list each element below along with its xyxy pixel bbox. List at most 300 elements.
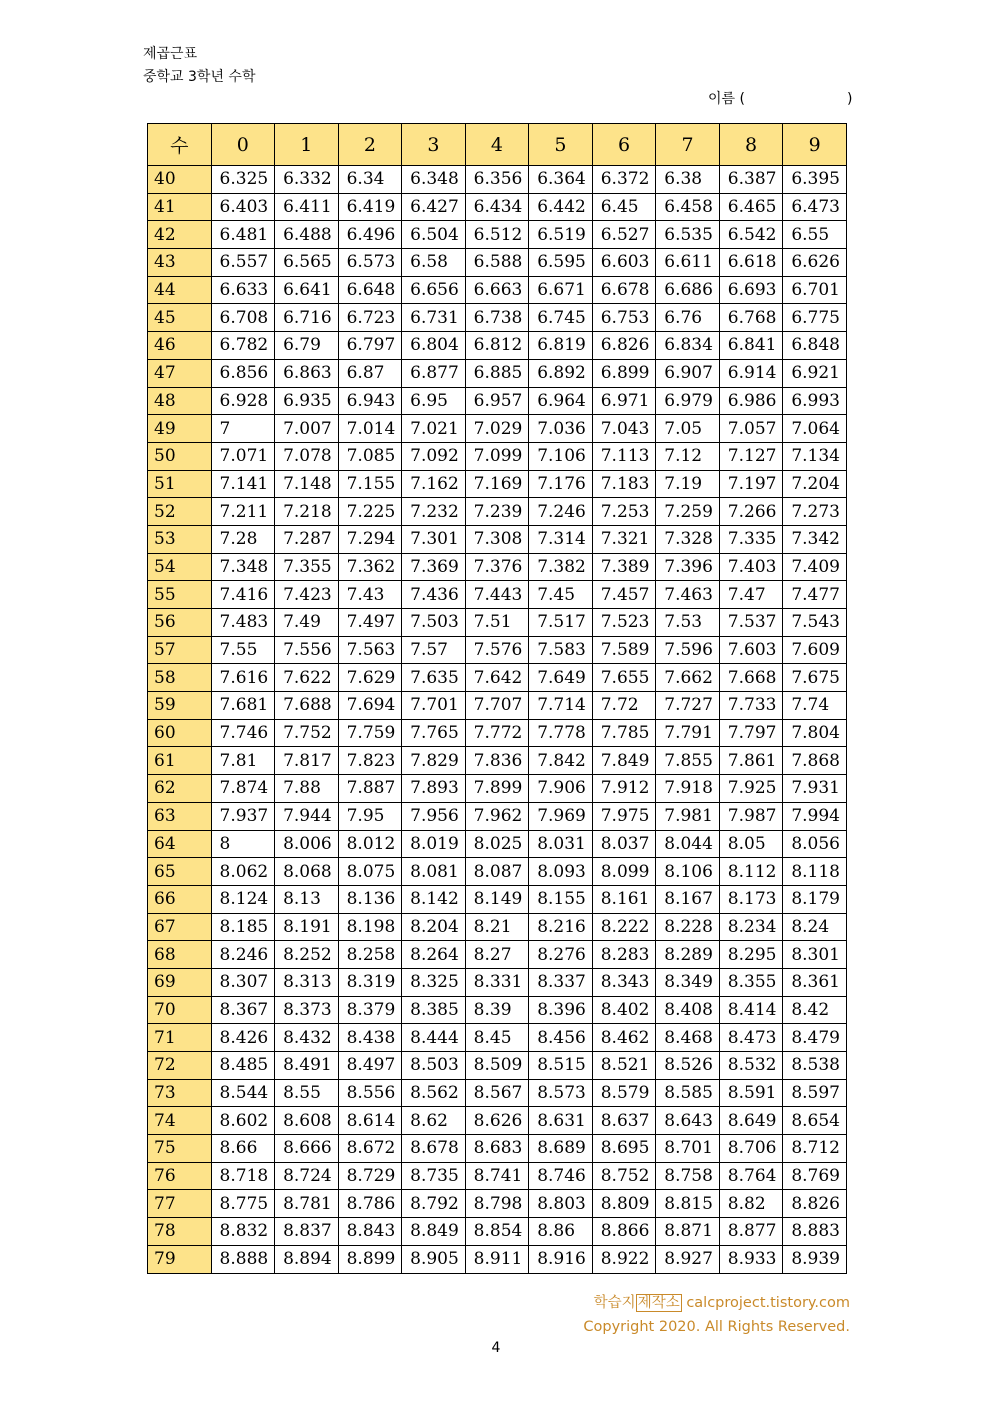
row-number-cell: 71 (148, 1024, 212, 1052)
value-cell: 6.527 (592, 221, 656, 249)
value-cell: 7.266 (719, 498, 783, 526)
value-cell: 7.861 (719, 747, 783, 775)
value-cell: 6.671 (529, 276, 593, 304)
value-cell: 7.443 (465, 581, 529, 609)
value-cell: 8.246 (211, 941, 275, 969)
header-cell-digit: 5 (529, 124, 593, 166)
footer-brand-prefix: 학습지 (593, 1295, 636, 1311)
value-cell: 6.535 (656, 221, 720, 249)
row-number-cell: 59 (148, 692, 212, 720)
value-cell: 7.596 (656, 636, 720, 664)
value-cell: 6.663 (465, 276, 529, 304)
header-cell-digit: 8 (719, 124, 783, 166)
value-cell: 8.781 (275, 1190, 339, 1218)
value-cell: 7.74 (783, 692, 847, 720)
value-cell: 6.95 (402, 387, 466, 415)
table-row (148, 1024, 847, 1052)
row-number-cell: 53 (148, 525, 212, 553)
value-cell: 7.622 (275, 664, 339, 692)
value-cell: 7.72 (592, 692, 656, 720)
value-cell: 6.403 (211, 193, 275, 221)
value-cell: 7.416 (211, 581, 275, 609)
value-cell: 8.538 (783, 1052, 847, 1080)
value-cell: 8.295 (719, 941, 783, 969)
value-cell: 8.746 (529, 1162, 593, 1190)
table-row (148, 304, 847, 332)
value-cell: 6.473 (783, 193, 847, 221)
value-cell: 6.325 (211, 166, 275, 194)
value-cell: 7.791 (656, 719, 720, 747)
value-cell: 8.866 (592, 1218, 656, 1246)
value-cell: 6.819 (529, 332, 593, 360)
value-cell: 8.216 (529, 913, 593, 941)
value-cell: 8.883 (783, 1218, 847, 1246)
value-cell: 7.694 (338, 692, 402, 720)
value-cell: 7.113 (592, 442, 656, 470)
value-cell: 6.986 (719, 387, 783, 415)
value-cell: 8.602 (211, 1107, 275, 1135)
name-field (708, 90, 854, 108)
value-cell: 6.512 (465, 221, 529, 249)
value-cell: 8.922 (592, 1245, 656, 1273)
value-cell: 7.823 (338, 747, 402, 775)
value-cell: 7.389 (592, 553, 656, 581)
value-cell: 8.025 (465, 830, 529, 858)
value-cell: 8.792 (402, 1190, 466, 1218)
value-cell: 7.649 (529, 664, 593, 692)
value-cell: 6.907 (656, 359, 720, 387)
value-cell: 6.419 (338, 193, 402, 221)
value-cell: 7.12 (656, 442, 720, 470)
document-title: 제곱근표 (143, 46, 198, 62)
table-row (148, 387, 847, 415)
value-cell: 6.34 (338, 166, 402, 194)
value-cell: 7.225 (338, 498, 402, 526)
value-cell: 6.573 (338, 249, 402, 277)
value-cell: 8.62 (402, 1107, 466, 1135)
row-number-cell: 69 (148, 968, 212, 996)
value-cell: 6.641 (275, 276, 339, 304)
value-cell: 6.797 (338, 332, 402, 360)
value-cell: 6.588 (465, 249, 529, 277)
value-cell: 8.252 (275, 941, 339, 969)
row-number-cell: 49 (148, 415, 212, 443)
table-row (148, 1052, 847, 1080)
value-cell: 8.55 (275, 1079, 339, 1107)
row-number-cell: 66 (148, 885, 212, 913)
value-cell: 8.764 (719, 1162, 783, 1190)
name-label: 이름 ( (708, 91, 745, 107)
value-cell: 7.28 (211, 525, 275, 553)
value-cell: 8.503 (402, 1052, 466, 1080)
value-cell: 8.396 (529, 996, 593, 1024)
value-cell: 7.88 (275, 775, 339, 803)
table-row (148, 609, 847, 637)
value-cell: 8.769 (783, 1162, 847, 1190)
value-cell: 8.037 (592, 830, 656, 858)
row-number-cell: 78 (148, 1218, 212, 1246)
row-number-cell: 43 (148, 249, 212, 277)
value-cell: 7.45 (529, 581, 593, 609)
row-number-cell: 68 (148, 941, 212, 969)
value-cell: 8.173 (719, 885, 783, 913)
value-cell: 7.259 (656, 498, 720, 526)
row-number-cell: 74 (148, 1107, 212, 1135)
value-cell: 8.191 (275, 913, 339, 941)
value-cell: 8.497 (338, 1052, 402, 1080)
value-cell: 6.45 (592, 193, 656, 221)
value-cell: 7.503 (402, 609, 466, 637)
value-cell: 8.222 (592, 913, 656, 941)
footer-brand-line (594, 1294, 850, 1312)
table-row (148, 636, 847, 664)
row-number-cell: 42 (148, 221, 212, 249)
value-cell: 8.597 (783, 1079, 847, 1107)
value-cell: 7.162 (402, 470, 466, 498)
value-cell: 7.556 (275, 636, 339, 664)
value-cell: 7.635 (402, 664, 466, 692)
value-cell: 7 (211, 415, 275, 443)
value-cell: 6.834 (656, 332, 720, 360)
row-number-cell: 40 (148, 166, 212, 194)
value-cell: 8.468 (656, 1024, 720, 1052)
value-cell: 7.183 (592, 470, 656, 498)
value-cell: 7.944 (275, 802, 339, 830)
value-cell: 8.683 (465, 1135, 529, 1163)
row-number-cell: 57 (148, 636, 212, 664)
value-cell: 7.937 (211, 802, 275, 830)
value-cell: 8.832 (211, 1218, 275, 1246)
value-cell: 8.871 (656, 1218, 720, 1246)
value-cell: 8.515 (529, 1052, 593, 1080)
value-cell: 8.361 (783, 968, 847, 996)
value-cell: 6.848 (783, 332, 847, 360)
row-number-cell: 70 (148, 996, 212, 1024)
table-row (148, 775, 847, 803)
value-cell: 7.477 (783, 581, 847, 609)
table-row (148, 719, 847, 747)
value-cell: 6.565 (275, 249, 339, 277)
value-cell: 8.905 (402, 1245, 466, 1273)
value-cell: 7.409 (783, 553, 847, 581)
value-cell: 8.82 (719, 1190, 783, 1218)
header-cell-digit: 2 (338, 124, 402, 166)
value-cell: 8.786 (338, 1190, 402, 1218)
value-cell: 6.542 (719, 221, 783, 249)
table-row (148, 968, 847, 996)
value-cell: 6.782 (211, 332, 275, 360)
value-cell: 7.523 (592, 609, 656, 637)
value-cell: 7.064 (783, 415, 847, 443)
value-cell: 8.031 (529, 830, 593, 858)
value-cell: 7.662 (656, 664, 720, 692)
header-cell-digit: 4 (465, 124, 529, 166)
value-cell: 8.124 (211, 885, 275, 913)
value-cell: 7.021 (402, 415, 466, 443)
value-cell: 7.071 (211, 442, 275, 470)
value-cell: 6.87 (338, 359, 402, 387)
value-cell: 7.294 (338, 525, 402, 553)
value-cell: 8.491 (275, 1052, 339, 1080)
footer-brand-boxed: 제작소 (637, 1295, 680, 1311)
value-cell: 6.957 (465, 387, 529, 415)
value-cell: 6.465 (719, 193, 783, 221)
value-cell: 8.826 (783, 1190, 847, 1218)
value-cell: 8.112 (719, 858, 783, 886)
value-cell: 8.631 (529, 1107, 593, 1135)
value-cell: 8.13 (275, 885, 339, 913)
table-row (148, 1218, 847, 1246)
value-cell: 8.888 (211, 1245, 275, 1273)
value-cell: 6.332 (275, 166, 339, 194)
value-cell: 7.668 (719, 664, 783, 692)
value-cell: 8.044 (656, 830, 720, 858)
value-cell: 6.38 (656, 166, 720, 194)
value-cell: 8.837 (275, 1218, 339, 1246)
value-cell: 8.21 (465, 913, 529, 941)
value-cell: 7.797 (719, 719, 783, 747)
value-cell: 8.654 (783, 1107, 847, 1135)
value-cell: 8.718 (211, 1162, 275, 1190)
value-cell: 7.681 (211, 692, 275, 720)
value-cell: 6.921 (783, 359, 847, 387)
row-number-cell: 73 (148, 1079, 212, 1107)
value-cell: 7.19 (656, 470, 720, 498)
value-cell: 7.994 (783, 802, 847, 830)
value-cell: 7.382 (529, 553, 593, 581)
value-cell: 8.672 (338, 1135, 402, 1163)
value-cell: 8.462 (592, 1024, 656, 1052)
name-close-paren: ) (847, 91, 853, 107)
value-cell: 8.234 (719, 913, 783, 941)
value-cell: 8.444 (402, 1024, 466, 1052)
table-row (148, 442, 847, 470)
value-cell: 7.642 (465, 664, 529, 692)
value-cell: 7.543 (783, 609, 847, 637)
value-cell: 6.678 (592, 276, 656, 304)
value-cell: 7.092 (402, 442, 466, 470)
table-row (148, 166, 847, 194)
value-cell: 6.504 (402, 221, 466, 249)
value-cell: 8.854 (465, 1218, 529, 1246)
value-cell: 7.335 (719, 525, 783, 553)
table-row (148, 276, 847, 304)
value-cell: 8.179 (783, 885, 847, 913)
value-cell: 8.712 (783, 1135, 847, 1163)
value-cell: 8.118 (783, 858, 847, 886)
value-cell: 8.204 (402, 913, 466, 941)
value-cell: 8.456 (529, 1024, 593, 1052)
value-cell: 7.085 (338, 442, 402, 470)
value-cell: 8.283 (592, 941, 656, 969)
value-cell: 7.497 (338, 609, 402, 637)
value-cell: 8.142 (402, 885, 466, 913)
document-subtitle: 중학교 3학년 수학 (143, 69, 256, 85)
value-cell: 6.648 (338, 276, 402, 304)
value-cell: 7.355 (275, 553, 339, 581)
value-cell: 6.935 (275, 387, 339, 415)
value-cell: 7.078 (275, 442, 339, 470)
value-cell: 8.752 (592, 1162, 656, 1190)
table-row (148, 858, 847, 886)
row-number-cell: 67 (148, 913, 212, 941)
value-cell: 8.019 (402, 830, 466, 858)
value-cell: 6.964 (529, 387, 593, 415)
value-cell: 7.95 (338, 802, 402, 830)
value-cell: 8.414 (719, 996, 783, 1024)
value-cell: 6.892 (529, 359, 593, 387)
table-row (148, 1107, 847, 1135)
value-cell: 7.49 (275, 609, 339, 637)
value-cell: 8.402 (592, 996, 656, 1024)
value-cell: 7.765 (402, 719, 466, 747)
value-cell: 6.993 (783, 387, 847, 415)
value-cell: 8.325 (402, 968, 466, 996)
row-number-cell: 72 (148, 1052, 212, 1080)
row-number-cell: 65 (148, 858, 212, 886)
value-cell: 7.362 (338, 553, 402, 581)
value-cell: 8.155 (529, 885, 593, 913)
value-cell: 7.675 (783, 664, 847, 692)
value-cell: 8.473 (719, 1024, 783, 1052)
value-cell: 8.86 (529, 1218, 593, 1246)
value-cell: 7.014 (338, 415, 402, 443)
value-cell: 7.043 (592, 415, 656, 443)
value-cell: 7.893 (402, 775, 466, 803)
value-cell: 6.442 (529, 193, 593, 221)
value-cell: 8.803 (529, 1190, 593, 1218)
value-cell: 8.438 (338, 1024, 402, 1052)
value-cell: 7.576 (465, 636, 529, 664)
value-cell: 8.678 (402, 1135, 466, 1163)
value-cell: 6.731 (402, 304, 466, 332)
row-number-cell: 61 (148, 747, 212, 775)
value-cell: 7.849 (592, 747, 656, 775)
value-cell: 7.403 (719, 553, 783, 581)
row-number-cell: 44 (148, 276, 212, 304)
value-cell: 7.127 (719, 442, 783, 470)
value-cell: 7.701 (402, 692, 466, 720)
value-cell: 7.141 (211, 470, 275, 498)
value-cell: 8.39 (465, 996, 529, 1024)
value-cell: 8.056 (783, 830, 847, 858)
value-cell: 8.775 (211, 1190, 275, 1218)
header-cell-digit: 6 (592, 124, 656, 166)
value-cell: 8.385 (402, 996, 466, 1024)
value-cell: 7.55 (211, 636, 275, 664)
value-cell: 7.785 (592, 719, 656, 747)
value-cell: 6.519 (529, 221, 593, 249)
value-cell: 8.093 (529, 858, 593, 886)
table-row (148, 885, 847, 913)
value-cell: 8.706 (719, 1135, 783, 1163)
table-row (148, 1190, 847, 1218)
value-cell: 6.611 (656, 249, 720, 277)
value-cell: 7.301 (402, 525, 466, 553)
value-cell: 8.573 (529, 1079, 593, 1107)
value-cell: 7.57 (402, 636, 466, 664)
value-cell: 7.804 (783, 719, 847, 747)
value-cell: 7.714 (529, 692, 593, 720)
value-cell: 8.911 (465, 1245, 529, 1273)
value-cell: 8.289 (656, 941, 720, 969)
table-row (148, 747, 847, 775)
value-cell: 7.314 (529, 525, 593, 553)
value-cell: 6.812 (465, 332, 529, 360)
value-cell: 7.537 (719, 609, 783, 637)
value-cell: 6.863 (275, 359, 339, 387)
value-cell: 7.609 (783, 636, 847, 664)
header-cell-digit: 1 (275, 124, 339, 166)
row-number-cell: 76 (148, 1162, 212, 1190)
value-cell: 6.395 (783, 166, 847, 194)
value-cell: 8.526 (656, 1052, 720, 1080)
value-cell: 8.532 (719, 1052, 783, 1080)
value-cell: 7.746 (211, 719, 275, 747)
table-row (148, 692, 847, 720)
value-cell: 8.626 (465, 1107, 529, 1135)
value-cell: 8.849 (402, 1218, 466, 1246)
value-cell: 6.885 (465, 359, 529, 387)
value-cell: 8.099 (592, 858, 656, 886)
value-cell: 7.246 (529, 498, 593, 526)
value-cell: 7.925 (719, 775, 783, 803)
value-cell: 8.899 (338, 1245, 402, 1273)
value-cell: 8.809 (592, 1190, 656, 1218)
table-row (148, 193, 847, 221)
value-cell: 7.036 (529, 415, 593, 443)
value-cell: 8.608 (275, 1107, 339, 1135)
value-cell: 7.423 (275, 581, 339, 609)
value-cell: 7.273 (783, 498, 847, 526)
value-cell: 6.723 (338, 304, 402, 332)
value-cell: 8.509 (465, 1052, 529, 1080)
value-cell: 7.287 (275, 525, 339, 553)
value-cell: 8.276 (529, 941, 593, 969)
header-cell-digit: 7 (656, 124, 720, 166)
value-cell: 6.76 (656, 304, 720, 332)
value-cell: 8.05 (719, 830, 783, 858)
value-cell: 8.081 (402, 858, 466, 886)
value-cell: 8.355 (719, 968, 783, 996)
value-cell: 8.24 (783, 913, 847, 941)
value-cell: 8.319 (338, 968, 402, 996)
value-cell: 7.969 (529, 802, 593, 830)
row-number-cell: 54 (148, 553, 212, 581)
value-cell: 7.328 (656, 525, 720, 553)
value-cell: 8.161 (592, 885, 656, 913)
value-cell: 7.134 (783, 442, 847, 470)
value-cell: 8.939 (783, 1245, 847, 1273)
footer-site: calcproject.tistory.com (686, 1295, 850, 1311)
value-cell: 6.427 (402, 193, 466, 221)
value-cell: 6.943 (338, 387, 402, 415)
value-cell: 7.148 (275, 470, 339, 498)
table-header-row (148, 124, 847, 166)
value-cell: 7.887 (338, 775, 402, 803)
value-cell: 7.321 (592, 525, 656, 553)
value-cell: 8.933 (719, 1245, 783, 1273)
value-cell: 6.979 (656, 387, 720, 415)
value-cell: 6.481 (211, 221, 275, 249)
value-cell: 7.057 (719, 415, 783, 443)
value-cell: 8.66 (211, 1135, 275, 1163)
row-number-cell: 62 (148, 775, 212, 803)
value-cell: 6.595 (529, 249, 593, 277)
value-cell: 7.342 (783, 525, 847, 553)
row-number-cell: 45 (148, 304, 212, 332)
value-cell: 7.106 (529, 442, 593, 470)
